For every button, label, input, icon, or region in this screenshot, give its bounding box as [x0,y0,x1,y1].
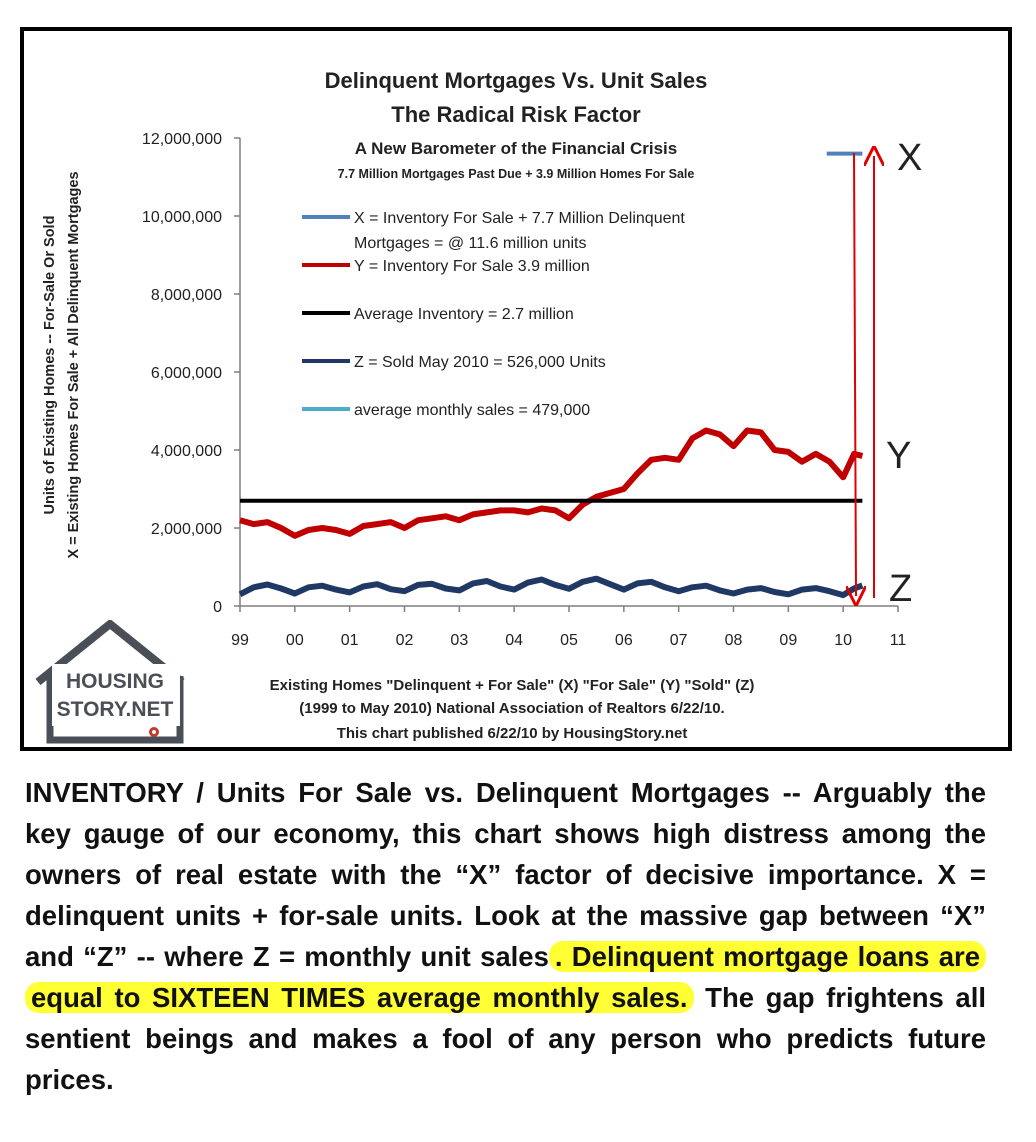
logo-line1: HOUSING [65,670,165,693]
x-tick-label: 11 [889,632,907,649]
series-line-y [240,431,862,536]
legend [302,210,685,419]
x-tick-label: 09 [779,632,798,649]
x-tick-label: 02 [395,632,414,649]
y-axis-label-line1: Units of Existing Homes -- For-Sale Or Sold [42,215,58,515]
y-tick-label: 4,000,000 [150,443,222,460]
chart-subheading-2: 7.7 Million Mortgages Past Due + 3.9 Million Homes For Sale [337,167,695,181]
marker-y: Y [886,435,912,477]
legend-label-x-line1: X = Inventory For Sale + 7.7 Million Delinquent [354,210,685,227]
gap-arrow-down [854,153,856,596]
x-tick-label: 05 [560,632,578,649]
housingstory-logo [32,620,188,746]
x-tick-label: 99 [231,632,249,649]
chart-footer-line2: (1999 to May 2010) National Association of Realtors 6/22/10. [299,700,725,717]
caption-part2: The gap frightens all sentient beings and makes a fool of any person who predicts future prices. [25,982,986,1095]
caption-highlight: . Delinquent mortgage loans are equal to SIXTEEN TIMES average monthly sales. [25,941,986,1013]
y-tick-label: 12,000,000 [141,131,222,148]
x-tick-label: 10 [834,632,853,649]
x-tick-label: 07 [669,632,688,649]
y-tick-label: 8,000,000 [150,287,222,304]
marker-x: X [897,137,923,179]
chart-footer-line1: Existing Homes "Delinquent + For Sale" (X) "For Sale" (Y) "Sold" (Z) [269,677,755,694]
y-tick-label: 2,000,000 [150,521,222,538]
x-axis [231,606,906,649]
legend-label-x-line2: Mortgages = @ 11.6 million units [354,235,587,252]
chart-title: Delinquent Mortgages Vs. Unit Sales [324,68,708,93]
y-tick-label: 10,000,000 [141,209,222,226]
y-tick-label: 6,000,000 [150,365,222,382]
chart-footer-line3: This chart published 6/22/10 by HousingStory.net [336,725,688,742]
chart-subtitle: The Radical Risk Factor [391,102,641,127]
x-tick-label: 01 [340,632,359,649]
x-tick-label: 00 [285,632,304,649]
legend-label-average: Average Inventory = 2.7 million [354,306,574,323]
legend-label-y: Y = Inventory For Sale 3.9 million [354,258,590,275]
marker-z: Z [889,568,913,610]
caption-part1: INVENTORY / Units For Sale vs. Delinquent Mortgages -- Arguably the key gauge of our economy, this chart shows high distress among the owners of real estate with the “X” factor of decisive importance. X = delinquent units + for-sale units. Look at the massive gap between “X” and “Z” -- where Z = monthly unit sales [25,777,986,972]
caption [25,772,986,1100]
y-tick-label: 0 [213,599,222,616]
x-tick-label: 03 [450,632,469,649]
series-line-z [240,579,862,595]
x-tick-label: 04 [505,632,524,649]
legend-label-avg-sales: average monthly sales = 479,000 [354,402,591,419]
x-tick-label: 08 [724,632,743,649]
legend-label-z: Z = Sold May 2010 = 526,000 Units [354,354,606,371]
y-axis-label-line2: X = Existing Homes For Sale + All Delinquent Mortgages [66,171,82,559]
x-tick-label: 06 [614,632,633,649]
logo-line2: STORY.NET [56,698,174,721]
y-axis [142,131,240,616]
chart-subheading: A New Barometer of the Financial Crisis [354,139,678,158]
logo-flower-center-icon [152,730,156,734]
